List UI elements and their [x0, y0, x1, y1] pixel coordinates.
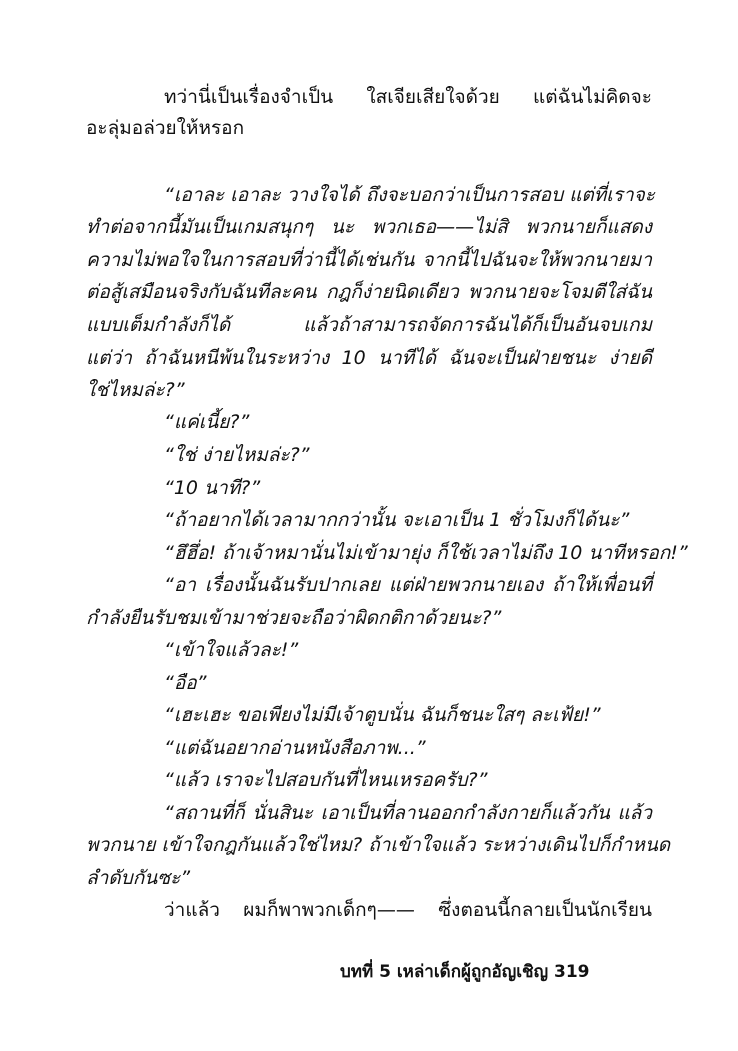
text-line: แบบเต็มกำลังก็ได้ แล้วถ้าสามารถจัดการฉันได้ก็เป็นอันจบเกม — [86, 314, 652, 336]
text-line: กำลังยืนรับชมเข้ามาช่วยจะถือว่าผิดกติกาด้วยนะ?” — [86, 607, 502, 629]
text-line: ลำดับกันซะ” — [86, 867, 191, 889]
text-line: พวกนาย เข้าใจกฎกันแล้วใช่ไหม? ถ้าเข้าใจแล้ว ระหว่างเดินไปก็กำหนด — [86, 834, 671, 856]
text-line: “สถานที่ก็ นั่นสินะ เอาเป็นที่ลานออกกำลังกายก็แล้วกัน แล้ว — [164, 802, 652, 824]
text-line: “เอาละ เอาละ วางใจได้ ถึงจะบอกว่าเป็นการสอบ แต่ที่เราจะ — [164, 184, 656, 206]
text-line: “ถ้าอยากได้เวลามากกว่านั้น จะเอาเป็น 1 ชั่วโมงก็ได้นะ” — [164, 509, 630, 531]
text-line: อะลุ่มอล่วยให้หรอก — [86, 117, 245, 139]
text-line: “แต่ฉันอยากอ่านหนังสือภาพ...” — [164, 737, 426, 759]
text-line: ใช่ไหมล่ะ?” — [86, 379, 185, 401]
text-line: “10 นาที?” — [164, 477, 261, 499]
text-line: ต่อสู้เสมือนจริงกับฉันทีละคน กฎก็ง่ายนิดเดียว พวกนายจะโจมตีใส่ฉัน — [86, 281, 652, 303]
text-line: ความไม่พอใจในการสอบที่ว่านี้ได้เช่นกัน จากนี้ไปฉันจะให้พวกนายมา — [86, 249, 652, 271]
text-line: แต่ว่า ถ้าฉันหนีพ้นในระหว่าง 10 นาทีได้ ฉันจะเป็นฝ่ายชนะ ง่ายดี — [86, 347, 652, 369]
text-line: “แล้ว เราจะไปสอบกันที่ไหนเหรอครับ?” — [164, 769, 488, 791]
text-line: “อือ” — [164, 672, 207, 694]
page-footer: บทที่ 5 เหล่าเด็กผู้ถูกอัญเชิญ 319 — [340, 962, 590, 982]
text-line: ทำต่อจากนี้มันเป็นเกมสนุกๆ นะ พวกเธอ——ไม่สิ พวกนายก็แสดง — [86, 216, 652, 238]
text-line: “แค่เนี้ย?” — [164, 411, 250, 433]
text-line: “เฮะเฮะ ขอเพียงไม่มีเจ้าตูบนั่น ฉันก็ชนะใสๆ ละเฟ้ย!” — [164, 704, 601, 726]
text-line: “เข้าใจแล้วละ!” — [164, 639, 299, 661]
text-line: “ฮึฮึ่อ! ถ้าเจ้าหมานั่นไม่เข้ามายุ่ง ก็ใช้เวลาไม่ถึง 10 นาทีหรอก!” — [164, 542, 688, 564]
text-line: “ใช่ ง่ายไหมล่ะ?” — [164, 444, 310, 466]
text-line: ทว่านี่เป็นเรื่องจำเป็น ใสเจียเสียใจด้วย แต่ฉันไม่คิดจะ — [164, 86, 652, 108]
text-line: “อา เรื่องนั้นฉันรับปากเลย แต่ฝ่ายพวกนายเอง ถ้าให้เพื่อนที่ — [164, 574, 652, 596]
text-line: ว่าแล้ว ผมก็พาพวกเด็กๆ—— ซึ่งตอนนี้กลายเป็นนักเรียน — [164, 899, 652, 921]
